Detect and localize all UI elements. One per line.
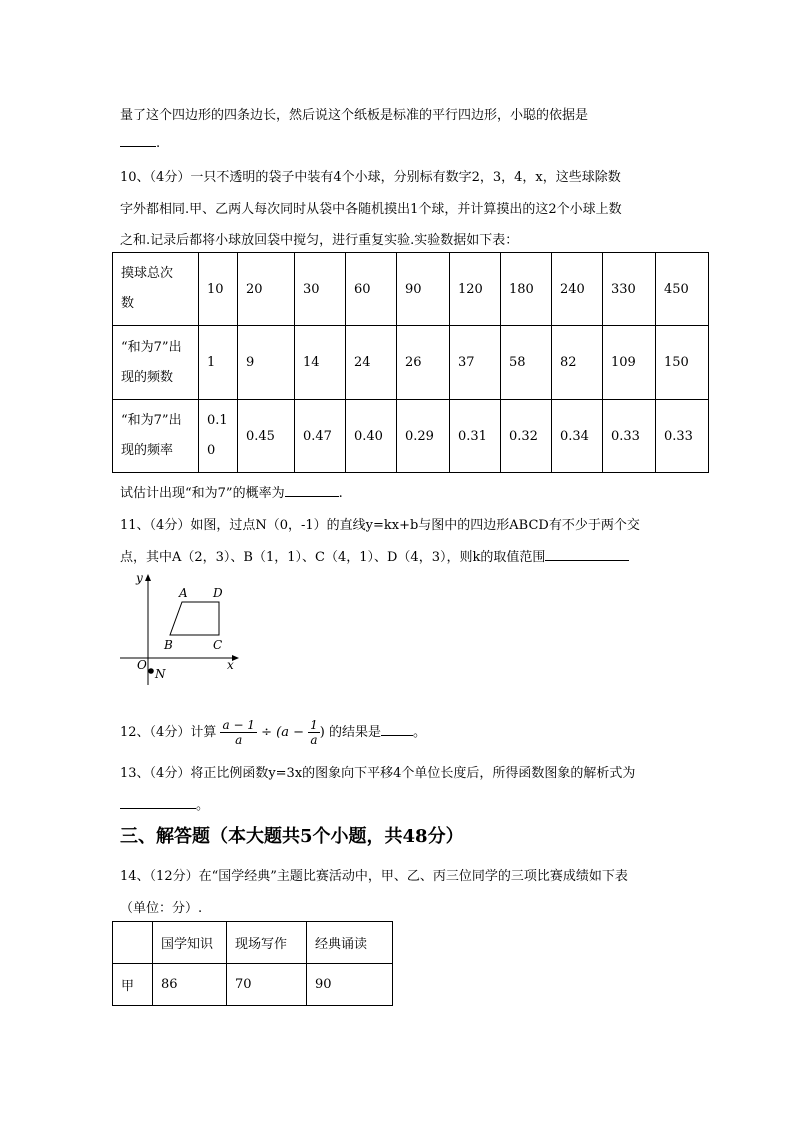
- table-cell: 240: [552, 253, 603, 326]
- intro-answer: [120, 134, 160, 151]
- table-row: [113, 326, 709, 400]
- table-cell: 0.29: [397, 400, 450, 473]
- table-cell: 0.33: [656, 400, 709, 473]
- label-d: D: [213, 586, 223, 600]
- table-cell: 9: [238, 326, 295, 400]
- table-row: [113, 922, 393, 964]
- q10-question-end: .: [338, 486, 343, 501]
- table-cell: 58: [501, 326, 552, 400]
- q11-line1: 11、（4分）如图，过点N（0，-1）的直线y=kx+b与图中的四边形ABCD有不少于两个交: [120, 518, 640, 533]
- table-cell: 180: [501, 253, 552, 326]
- fraction-2: $\frac{1}{a}$: [310, 718, 318, 747]
- q12-end: 。: [412, 725, 426, 740]
- q14-line2: （单位：分）.: [120, 901, 203, 916]
- q12-prefix: 12、（4分）计算: [120, 725, 217, 740]
- table-cell: 0.45: [238, 400, 295, 473]
- table-cell: 90: [397, 253, 450, 326]
- label-c: C: [213, 638, 223, 652]
- table-header: 现场写作: [227, 922, 307, 964]
- table-cell: 37: [450, 326, 501, 400]
- table-row: [113, 253, 709, 326]
- answer-blank[interactable]: [285, 484, 339, 497]
- q10-question: [120, 482, 343, 501]
- quadrilateral-abcd: [170, 602, 219, 635]
- table-cell: 120: [450, 253, 501, 326]
- y-axis-arrow: [145, 574, 151, 581]
- table-row: [113, 400, 709, 473]
- y-label: y: [136, 571, 143, 585]
- table-cell: 14: [295, 326, 346, 400]
- section-title: 三、解答题（本大题共5个小题，共48分）: [120, 826, 464, 847]
- table-cell: 70: [227, 964, 307, 1006]
- table-cell: 150: [656, 326, 709, 400]
- q12-suffix: 的结果是: [328, 725, 381, 740]
- table-cell: 20: [238, 253, 295, 326]
- q10-line2: 字外都相同.甲、乙两人每次同时从袋中各随机摸出1个球，并计算摸出的这2个小球上数: [120, 202, 622, 217]
- q10-line1: 10、（4分）一只不透明的袋子中装有4个小球，分别标有数字2，3，4，x，这些球除数: [120, 170, 621, 185]
- table-cell: 0.40: [346, 400, 397, 473]
- q14-line1: 14、（12分）在“国学经典”主题比赛活动中，甲、乙、丙三位同学的三项比赛成绩如下表: [120, 869, 628, 884]
- table-row: [113, 964, 393, 1006]
- x-label: x: [227, 658, 234, 672]
- coordinate-graph: [115, 570, 245, 690]
- table-cell: 0.47: [295, 400, 346, 473]
- table-cell: 90: [307, 964, 393, 1006]
- table-cell: 甲: [113, 964, 153, 1006]
- row-header: “和为7”出 现的频率: [113, 400, 199, 473]
- q13-line1: 13、（4分）将正比例函数y=3x的图象向下平移4个单位长度后，所得函数图象的解析式为: [120, 766, 636, 781]
- row-header: “和为7”出 现的频数: [113, 326, 199, 400]
- frequency-table: [112, 252, 709, 473]
- table-header: 国学知识: [153, 922, 227, 964]
- table-cell: 24: [346, 326, 397, 400]
- table-cell: 0.31: [450, 400, 501, 473]
- q12-operator: ÷ (a −: [261, 725, 304, 740]
- table-cell: 0.1 0: [199, 400, 238, 473]
- table-cell: 330: [603, 253, 656, 326]
- point-n: [148, 668, 154, 674]
- fraction-1: $\frac{a - 1}{a}$: [222, 718, 255, 747]
- answer-blank[interactable]: [381, 723, 413, 736]
- table-cell: 0.34: [552, 400, 603, 473]
- table-header: [113, 922, 153, 964]
- answer-blank[interactable]: [545, 548, 629, 561]
- table-cell: 86: [153, 964, 227, 1006]
- q12-line: [120, 718, 426, 747]
- q13-answer: [120, 794, 209, 813]
- table-cell: 450: [656, 253, 709, 326]
- q11-line2-text: 点，其中A（2，3）、B（1，1）、C（4，1）、D（4，3），则k的取值范围: [120, 550, 546, 565]
- q13-end: 。: [196, 798, 210, 813]
- answer-blank[interactable]: [120, 134, 156, 147]
- q10-question-text: 试估计出现“和为7”的概率为: [120, 486, 285, 501]
- answer-blank[interactable]: [120, 796, 196, 809]
- table-cell: 0.33: [603, 400, 656, 473]
- table-cell: 10: [199, 253, 238, 326]
- table-header: 经典诵读: [307, 922, 393, 964]
- table-cell: 30: [295, 253, 346, 326]
- label-b: B: [164, 638, 173, 652]
- table-cell: 1: [199, 326, 238, 400]
- label-n: N: [155, 667, 166, 681]
- q12-close-paren: ): [319, 725, 325, 740]
- table-cell: 82: [552, 326, 603, 400]
- table-cell: 109: [603, 326, 656, 400]
- intro-tail: .: [156, 136, 161, 151]
- row-header: 摸球总次 数: [113, 253, 199, 326]
- table-cell: 26: [397, 326, 450, 400]
- q10-line3: 之和.记录后都将小球放回袋中搅匀，进行重复实验.实验数据如下表：: [120, 233, 519, 248]
- table-cell: 60: [346, 253, 397, 326]
- score-table: [112, 921, 393, 1006]
- table-cell: 0.32: [501, 400, 552, 473]
- q11-line2: [120, 546, 629, 565]
- label-a: A: [179, 586, 188, 600]
- intro-line: 量了这个四边形的四条边长，然后说这个纸板是标准的平行四边形，小聪的依据是: [120, 108, 589, 123]
- label-o: O: [137, 658, 147, 672]
